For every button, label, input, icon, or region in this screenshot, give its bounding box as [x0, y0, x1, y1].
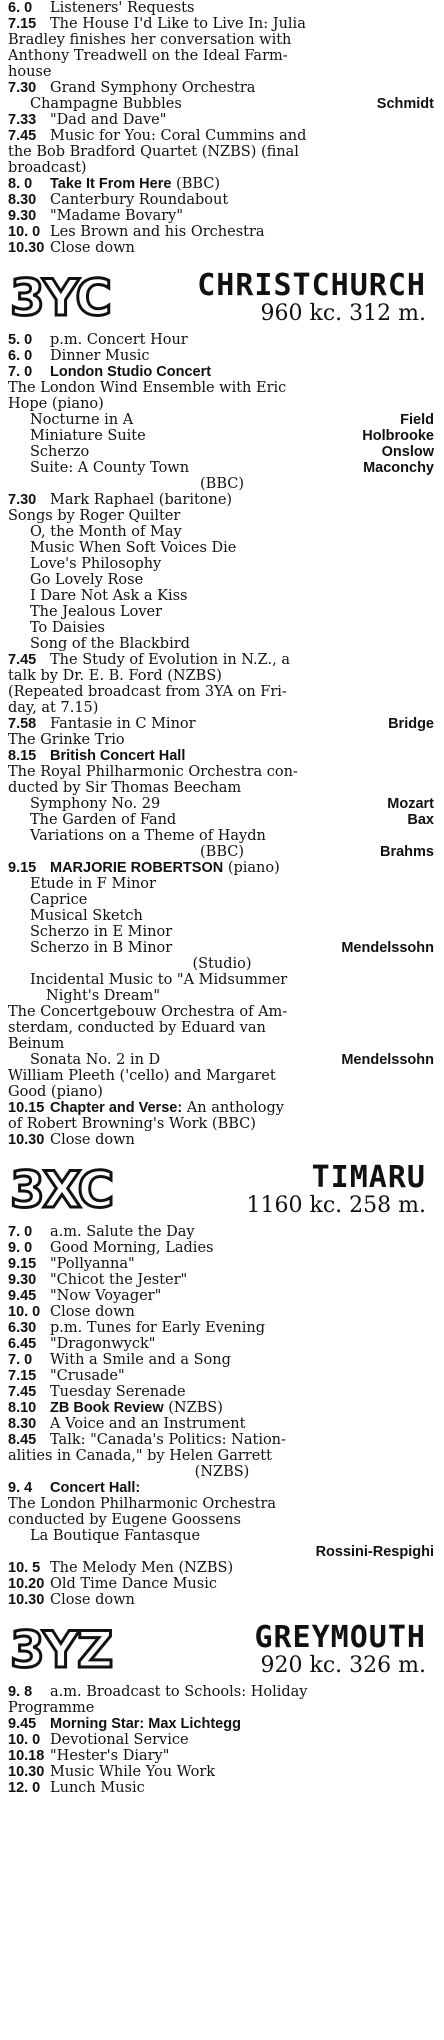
composer-name: Field — [400, 412, 434, 428]
program-text: (Studio) — [192, 956, 252, 972]
program-suffix: (piano) — [227, 860, 280, 876]
program-line — [8, 32, 436, 48]
program-time: 7.15 — [8, 16, 37, 32]
program-text: (BBC) — [200, 476, 244, 492]
program-text: Songs by Roger Quilter — [8, 508, 181, 524]
program-line — [8, 1480, 436, 1496]
program-line — [8, 1432, 436, 1448]
program-text: "Crusade" — [50, 1368, 125, 1384]
program-line — [8, 1560, 436, 1576]
program-line — [8, 1780, 436, 1796]
program-time: 7. 0 — [8, 364, 33, 380]
program-text: O, the Month of May — [30, 524, 182, 540]
program-text: The Grinke Trio — [8, 732, 125, 748]
program-time: 6. 0 — [8, 0, 33, 16]
program-text: Symphony No. 29 — [30, 796, 161, 812]
program-line — [8, 224, 436, 240]
program-line — [8, 1352, 436, 1368]
program-time: 10. 0 — [8, 1732, 41, 1748]
program-line — [8, 748, 436, 764]
composer-name: Onslow — [381, 444, 434, 460]
program-time: 10.30 — [8, 240, 45, 256]
program-time: 7.15 — [8, 1368, 37, 1384]
program-line — [8, 1416, 436, 1432]
program-text: The Jealous Lover — [30, 604, 163, 620]
program-line — [8, 732, 436, 748]
program-line — [8, 588, 436, 604]
program-line — [8, 364, 436, 380]
program-time: 9.15 — [8, 1256, 37, 1272]
program-time: 10.30 — [8, 1764, 45, 1780]
station-frequency: 960 kc. 312 m. — [260, 301, 426, 326]
program-line — [8, 556, 436, 572]
station-section — [8, 1162, 436, 1608]
program-line — [8, 1272, 436, 1288]
program-line — [8, 1592, 436, 1608]
program-text: talk by Dr. E. B. Ford (NZBS) — [8, 668, 222, 684]
program-suffix: An anthology — [186, 1100, 284, 1116]
program-line — [8, 828, 436, 844]
program-text: Song of the Blackbird — [30, 636, 190, 652]
program-text: Nocturne in A — [30, 412, 134, 428]
program-line — [8, 0, 436, 16]
program-text: Scherzo in E Minor — [30, 924, 173, 940]
program-text: (NZBS) — [194, 1464, 250, 1480]
station-city: GREYMOUTH — [254, 1620, 426, 1655]
composer-name: Holbrooke — [362, 428, 434, 444]
composer-name: Maconchy — [363, 460, 434, 476]
composer-name: Mozart — [387, 796, 434, 812]
program-time: 7.45 — [8, 128, 37, 144]
program-line — [8, 908, 436, 924]
program-text: Close down — [50, 1304, 135, 1320]
program-time: 7. 0 — [8, 1224, 33, 1240]
program-line — [8, 208, 436, 224]
program-line — [8, 380, 436, 396]
program-text: Scherzo — [30, 444, 90, 460]
program-line — [8, 1224, 436, 1240]
program-line — [8, 80, 436, 96]
program-text: Close down — [50, 1132, 135, 1148]
program-line — [8, 540, 436, 556]
program-text: Incidental Music to "A Midsummer — [30, 972, 288, 988]
composer-name: Bax — [407, 812, 434, 828]
program-text: Good (piano) — [8, 1084, 103, 1100]
station-frequency: 1160 kc. 258 m. — [246, 1193, 426, 1218]
program-line — [8, 764, 436, 780]
program-line — [8, 176, 436, 192]
program-text: Canterbury Roundabout — [50, 192, 229, 208]
station-header — [8, 1162, 436, 1220]
station-city: CHRISTCHURCH — [197, 268, 426, 303]
program-text: Anthony Treadwell on the Ideal Farm- — [8, 48, 288, 64]
program-line — [8, 160, 436, 176]
program-time: 8.15 — [8, 748, 37, 764]
station-listings — [8, 270, 436, 1796]
program-text: (BBC) — [200, 844, 244, 860]
program-text: Night's Dream" — [46, 988, 161, 1004]
program-line — [8, 636, 436, 652]
program-text: p.m. Tunes for Early Evening — [50, 1320, 266, 1336]
program-line — [8, 1004, 436, 1020]
program-text: "Chicot the Jester" — [50, 1272, 188, 1288]
program-line — [8, 1448, 436, 1464]
program-text: Listeners' Requests — [50, 0, 195, 16]
program-text: Tuesday Serenade — [50, 1384, 186, 1400]
program-line — [8, 1036, 436, 1052]
program-line — [8, 48, 436, 64]
program-text: Hope (piano) — [8, 396, 104, 412]
program-time: 10. 0 — [8, 1304, 41, 1320]
program-text: The Concertgebouw Orchestra of Am- — [8, 1004, 288, 1020]
program-text: Programme — [8, 1700, 95, 1716]
program-time: 10.18 — [8, 1748, 45, 1764]
program-text: "Dragonwyck" — [50, 1336, 156, 1352]
program-text: Music for You: Coral Cummins and — [50, 128, 307, 144]
program-line — [8, 1732, 436, 1748]
program-line — [8, 128, 436, 144]
program-time: 9. 0 — [8, 1240, 33, 1256]
composer-name: Rossini-Respighi — [315, 1544, 434, 1560]
station-header — [8, 270, 436, 328]
program-line — [8, 572, 436, 588]
program-suffix: (NZBS) — [168, 1400, 223, 1416]
program-text: Dinner Music — [50, 348, 150, 364]
program-line — [8, 956, 436, 972]
program-text: Scherzo in B Minor — [30, 940, 173, 956]
program-time: 8.30 — [8, 192, 37, 208]
program-text: (Repeated broadcast from 3YA on Fri- — [8, 684, 287, 700]
program-text: A Voice and an Instrument — [50, 1416, 246, 1432]
program-time: 7.45 — [8, 1384, 37, 1400]
program-line — [8, 700, 436, 716]
program-line — [8, 876, 436, 892]
station-logo: 3YZ — [10, 1621, 112, 1679]
program-text: Champagne Bubbles — [30, 96, 182, 112]
program-text: house — [8, 64, 52, 80]
program-time: 10.30 — [8, 1592, 45, 1608]
program-text: Close down — [50, 1592, 135, 1608]
program-line — [8, 620, 436, 636]
program-line — [8, 684, 436, 700]
program-time: 10.15 — [8, 1100, 45, 1116]
program-text: Sonata No. 2 in D — [30, 1052, 161, 1068]
composer-name: Bridge — [388, 716, 434, 732]
program-line — [8, 508, 436, 524]
program-text: The Garden of Fand — [30, 812, 177, 828]
program-time: 9.45 — [8, 1716, 37, 1732]
program-time: 10. 0 — [8, 224, 41, 240]
program-time: 9.45 — [8, 1288, 37, 1304]
program-text: Les Brown and his Orchestra — [50, 224, 265, 240]
program-text: "Madame Bovary" — [50, 208, 184, 224]
program-text: Music While You Work — [50, 1764, 216, 1780]
program-line — [8, 940, 436, 956]
program-time: 5. 0 — [8, 332, 33, 348]
program-line — [8, 1116, 436, 1132]
program-line — [8, 1068, 436, 1084]
program-line — [8, 332, 436, 348]
program-time: 9. 8 — [8, 1684, 33, 1700]
program-text: The Study of Evolution in N.Z., a — [50, 652, 290, 668]
program-time: 7.30 — [8, 492, 37, 508]
program-title-bold: London Studio Concert — [50, 364, 212, 380]
program-text: p.m. Concert Hour — [50, 332, 188, 348]
program-line — [8, 780, 436, 796]
program-time: 9.15 — [8, 860, 37, 876]
program-text: day, at 7.15) — [8, 700, 99, 716]
program-line — [8, 444, 436, 460]
prelude-listings — [8, 0, 436, 256]
program-line — [8, 1464, 436, 1480]
program-line — [8, 348, 436, 364]
program-text: Caprice — [30, 892, 88, 908]
program-time: 10. 5 — [8, 1560, 41, 1576]
program-text: Devotional Service — [50, 1732, 189, 1748]
station-logo: 3YC — [10, 269, 110, 327]
program-line — [8, 1084, 436, 1100]
program-time: 8.10 — [8, 1400, 37, 1416]
program-line — [8, 64, 436, 80]
program-title-bold: ZB Book Review — [50, 1400, 164, 1416]
program-line — [8, 892, 436, 908]
program-line — [8, 668, 436, 684]
program-line — [8, 796, 436, 812]
program-text: Beinum — [8, 1036, 65, 1052]
program-text: Variations on a Theme of Haydn — [30, 828, 266, 844]
program-line — [8, 844, 436, 860]
program-time: 9. 4 — [8, 1480, 33, 1496]
program-text: Miniature Suite — [30, 428, 146, 444]
program-time: 7.30 — [8, 80, 37, 96]
program-time: 6. 0 — [8, 348, 33, 364]
program-text: a.m. Salute the Day — [50, 1224, 195, 1240]
program-text: "Pollyanna" — [50, 1256, 135, 1272]
program-time: 9.30 — [8, 208, 37, 224]
program-time: 10.30 — [8, 1132, 45, 1148]
program-line — [8, 812, 436, 828]
program-text: a.m. Broadcast to Schools: Holiday — [50, 1684, 308, 1700]
program-line — [8, 1368, 436, 1384]
program-text: Lunch Music — [50, 1780, 145, 1796]
program-text: Bradley finishes her conversation with — [8, 32, 292, 48]
program-time: 9.30 — [8, 1272, 37, 1288]
composer-name: Brahms — [380, 844, 434, 860]
program-title-bold: Take It From Here — [50, 176, 172, 192]
program-text: To Daisies — [30, 620, 105, 636]
program-time: 8. 0 — [8, 176, 33, 192]
program-line — [8, 1256, 436, 1272]
program-line — [8, 1764, 436, 1780]
program-line — [8, 1496, 436, 1512]
program-time: 8.30 — [8, 1416, 37, 1432]
program-line — [8, 524, 436, 540]
program-text: Close down — [50, 240, 135, 256]
program-text: of Robert Browning's Work (BBC) — [8, 1116, 256, 1132]
program-line — [8, 1400, 436, 1416]
program-text: Love's Philosophy — [30, 556, 162, 572]
program-line — [8, 1020, 436, 1036]
program-text: the Bob Bradford Quartet (NZBS) (final — [8, 144, 299, 160]
program-line — [8, 1684, 436, 1700]
station-section — [8, 270, 436, 1148]
program-line — [8, 428, 436, 444]
program-text: The London Wind Ensemble with Eric — [8, 380, 287, 396]
program-line — [8, 1100, 436, 1116]
program-text: "Hester's Diary" — [50, 1748, 170, 1764]
program-text: "Now Voyager" — [50, 1288, 162, 1304]
program-title-bold: Chapter and Verse: — [50, 1100, 183, 1116]
program-text: Suite: A County Town — [30, 460, 190, 476]
station-logo: 3XC — [10, 1161, 113, 1219]
program-line — [8, 16, 436, 32]
program-text: William Pleeth ('cello) and Margaret — [8, 1068, 276, 1084]
program-title-bold: MARJORIE ROBERTSON — [50, 860, 224, 876]
program-time: 8.45 — [8, 1432, 37, 1448]
program-text: Fantasie in C Minor — [50, 716, 196, 732]
program-text: ducted by Sir Thomas Beecham — [8, 780, 242, 796]
program-text: "Dad and Dave" — [50, 112, 167, 128]
program-line — [8, 716, 436, 732]
program-line — [8, 1748, 436, 1764]
program-text: I Dare Not Ask a Kiss — [30, 588, 188, 604]
station-city: TIMARU — [311, 1160, 426, 1195]
program-title-bold: Concert Hall: — [50, 1480, 141, 1496]
program-text: The Melody Men (NZBS) — [50, 1560, 234, 1576]
program-text: The House I'd Like to Live In: Julia — [50, 16, 306, 32]
program-line — [8, 604, 436, 620]
program-line — [8, 1304, 436, 1320]
program-time: 10.20 — [8, 1576, 45, 1592]
program-line — [8, 96, 436, 112]
composer-name: Mendelssohn — [341, 940, 434, 956]
program-text: The London Philharmonic Orchestra — [8, 1496, 277, 1512]
program-line — [8, 1528, 436, 1544]
program-line — [8, 492, 436, 508]
program-text: With a Smile and a Song — [50, 1352, 231, 1368]
program-line — [8, 240, 436, 256]
program-title-bold: Morning Star: Max Lichtegg — [50, 1716, 241, 1732]
program-suffix: (BBC) — [176, 176, 221, 192]
program-line — [8, 652, 436, 668]
program-line — [8, 1700, 436, 1716]
program-line — [8, 1288, 436, 1304]
station-section — [8, 1622, 436, 1796]
program-title-bold: British Concert Hall — [50, 748, 186, 764]
program-line — [8, 1240, 436, 1256]
program-line — [8, 144, 436, 160]
program-time: 7. 0 — [8, 1352, 33, 1368]
program-text: Go Lovely Rose — [30, 572, 144, 588]
program-line — [8, 1544, 436, 1560]
program-line — [8, 192, 436, 208]
program-time: 7.33 — [8, 112, 37, 128]
program-text: conducted by Eugene Goossens — [8, 1512, 241, 1528]
program-text: Good Morning, Ladies — [50, 1240, 214, 1256]
program-line — [8, 1132, 436, 1148]
program-text: The Royal Philharmonic Orchestra con- — [8, 764, 298, 780]
program-line — [8, 924, 436, 940]
composer-name: Schmidt — [376, 96, 434, 112]
program-time: 7.45 — [8, 652, 37, 668]
program-line — [8, 1716, 436, 1732]
program-time: 6.45 — [8, 1336, 37, 1352]
program-line — [8, 972, 436, 988]
program-text: Talk: "Canada's Politics: Nation- — [50, 1432, 286, 1448]
program-line — [8, 1320, 436, 1336]
program-time: 12. 0 — [8, 1780, 41, 1796]
program-text: Etude in F Minor — [30, 876, 156, 892]
program-text: La Boutique Fantasque — [30, 1528, 201, 1544]
program-line — [8, 1052, 436, 1068]
program-line — [8, 1384, 436, 1400]
program-text: Musical Sketch — [30, 908, 143, 924]
program-text: Music When Soft Voices Die — [30, 540, 237, 556]
program-time: 6.30 — [8, 1320, 37, 1336]
program-line — [8, 460, 436, 476]
program-line — [8, 1336, 436, 1352]
program-text: alities in Canada," by Helen Garrett — [8, 1448, 272, 1464]
program-line — [8, 476, 436, 492]
program-line — [8, 1512, 436, 1528]
program-line — [8, 1576, 436, 1592]
program-line — [8, 396, 436, 412]
program-line — [8, 860, 436, 876]
program-text: sterdam, conducted by Eduard van — [8, 1020, 266, 1036]
program-text: broadcast) — [8, 160, 87, 176]
station-header — [8, 1622, 436, 1680]
program-line — [8, 112, 436, 128]
program-text: Mark Raphael (baritone) — [50, 492, 233, 508]
program-line — [8, 412, 436, 428]
program-time: 7.58 — [8, 716, 37, 732]
program-line — [8, 988, 436, 1004]
station-frequency: 920 kc. 326 m. — [260, 1653, 426, 1678]
program-text: Old Time Dance Music — [50, 1576, 217, 1592]
composer-name: Mendelssohn — [341, 1052, 434, 1068]
program-text: Grand Symphony Orchestra — [50, 80, 256, 96]
